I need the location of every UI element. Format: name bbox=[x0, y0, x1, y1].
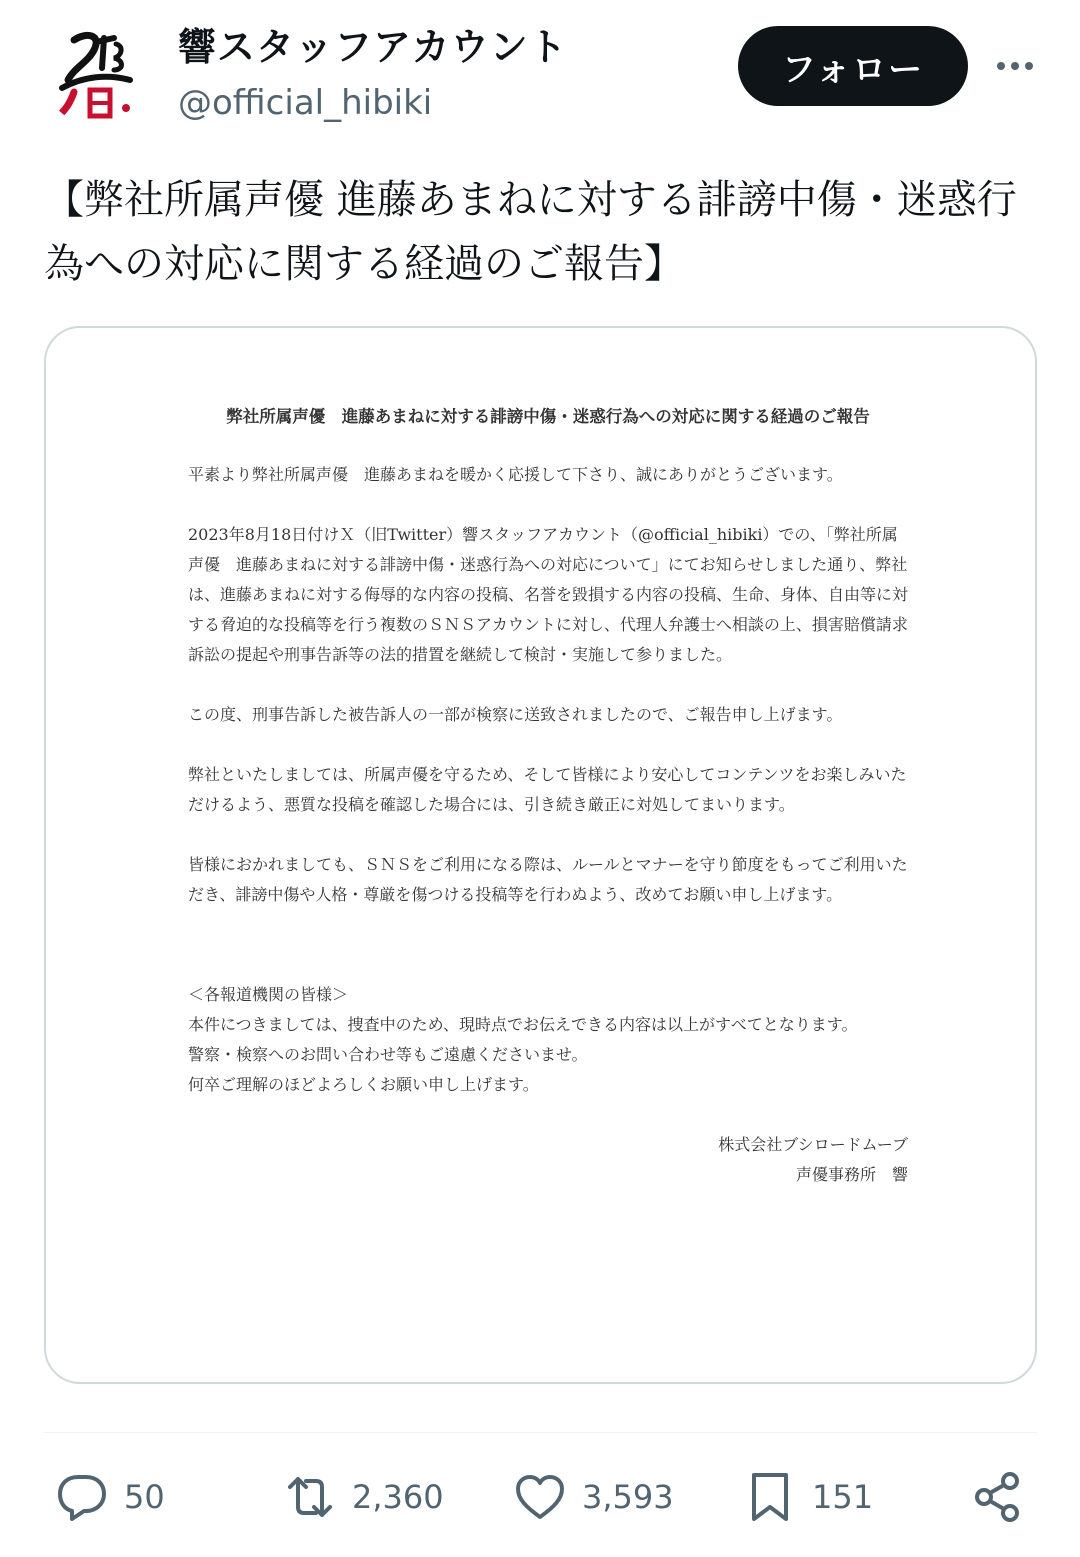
divider bbox=[44, 1432, 1037, 1433]
share-icon bbox=[970, 1469, 1026, 1525]
document-paragraph: 弊社といたしましては、所属声優を守るため、そして皆様により安心してコンテンツをお楽しみいただけるよう、悪質な投稿を確認した場合には、引き続き厳正に対処してまいります。 bbox=[188, 765, 907, 814]
reply-count: 50 bbox=[124, 1478, 165, 1516]
bookmark-button[interactable] bbox=[742, 1462, 873, 1532]
attached-image[interactable] bbox=[44, 326, 1037, 1384]
more-dots-icon[interactable] bbox=[990, 46, 1040, 86]
document-title: 弊社所属声優 進藤あまねに対する誹謗中傷・迷惑行為への対応に関する経過のご報告 bbox=[226, 407, 870, 426]
signature-office: 声優事務所 響 bbox=[795, 1165, 908, 1184]
display-name[interactable]: 響スタッフアカウント bbox=[178, 25, 568, 69]
post-text: 【弊社所属声優 進藤あまねに対する誹謗中傷・迷惑行為への対応に関する経過のご報告】 bbox=[44, 177, 1017, 287]
signature bbox=[188, 1130, 908, 1190]
press-line: 何卒ご理解のほどよろしくお願い申し上げます。 bbox=[188, 1075, 539, 1094]
share-button[interactable] bbox=[970, 1462, 1026, 1532]
bookmark-count: 151 bbox=[812, 1478, 874, 1516]
reply-button[interactable] bbox=[54, 1462, 165, 1532]
like-button[interactable] bbox=[512, 1462, 674, 1532]
repost-button[interactable] bbox=[282, 1462, 444, 1532]
post-header bbox=[0, 0, 1080, 150]
signature-company: 株式会社ブシロードムーブ bbox=[718, 1135, 908, 1154]
action-bar bbox=[44, 1462, 1037, 1532]
heart-icon bbox=[512, 1469, 568, 1525]
repost-count: 2,360 bbox=[352, 1478, 444, 1516]
document-paragraph: この度、刑事告訴した被告訴人の一部が検察に送致されましたので、ご報告申し上げます。 bbox=[188, 705, 843, 724]
speech-bubble-icon bbox=[54, 1469, 110, 1525]
like-count: 3,593 bbox=[582, 1478, 674, 1516]
user-handle[interactable]: @official_hibiki bbox=[178, 83, 433, 123]
document-paragraph: 2023年8月18日付けＸ（旧Twitter）響スタッフアカウント（@official_hibiki）での、「弊社所属声優 進藤あまねに対する誹謗中傷・迷惑行為への対応について」にてお知らせしました通り、弊社は、進藤あまねに対する侮辱的な内容の投稿、名誉を毀損する内容の投稿、生命、身体、自由等に対する脅迫的な投稿等を行う複数のＳＮＳアカウントに対し、代理人弁護士へ相談の上、損害賠償請求訴訟の提起や刑事告訴等の法的措置を継続して検討・実施して参りました。 bbox=[188, 525, 909, 664]
hibiki-logo-avatar bbox=[44, 22, 148, 126]
document-paragraph: 皆様におかれましても、ＳＮＳをご利用になる際は、ルールとマナーを守り節度をもってご利用いただき、誹謗中傷や人格・尊厳を傷つける投稿等を行わぬよう、改めてお願い申し上げます。 bbox=[188, 855, 908, 904]
follow-button[interactable]: フォロー bbox=[738, 26, 968, 106]
announcement-document bbox=[188, 402, 908, 1190]
repost-arrows-icon bbox=[282, 1469, 338, 1525]
press-line: 本件につきましては、捜査中のため、現時点でお伝えできる内容は以上がすべてとなります。 bbox=[188, 1015, 858, 1034]
press-notice bbox=[188, 980, 908, 1100]
avatar[interactable] bbox=[44, 22, 148, 126]
document-paragraph: 平素より弊社所属声優 進藤あまねを暖かく応援して下さり、誠にありがとうございます。 bbox=[188, 465, 843, 484]
press-heading: ＜各報道機関の皆様＞ bbox=[188, 985, 349, 1004]
bookmark-icon bbox=[742, 1469, 798, 1525]
press-line: 警察・検察へのお問い合わせ等もご遠慮くださいませ。 bbox=[188, 1045, 588, 1064]
